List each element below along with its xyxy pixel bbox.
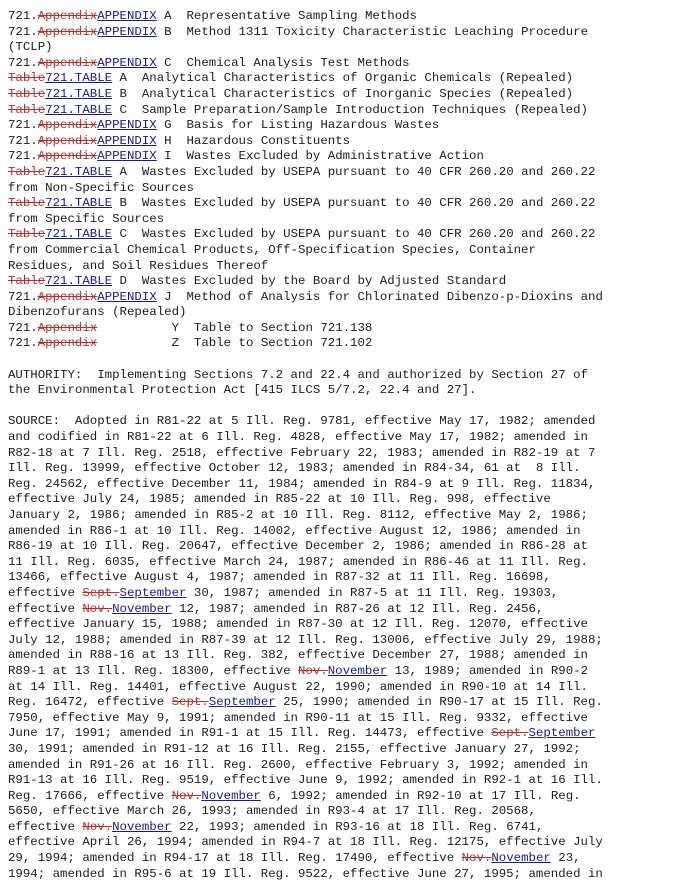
inserted-text: APPENDIX (97, 55, 157, 70)
deleted-text: Appendix (37, 24, 98, 39)
text-run: the Environmental Protection Act [415 ILCS 5/7.2, 22.4 and 27]. (8, 383, 477, 398)
source-line (8, 695, 680, 711)
inserted-text: APPENDIX (97, 133, 157, 148)
text-run: SOURCE: Adopted in R81-22 at 5 Ill. Reg. 9781, effective May 17, 1982; amended (8, 414, 596, 429)
source-line (8, 835, 680, 851)
inserted-text: September (208, 695, 276, 710)
inserted-text: 721.TABLE (45, 164, 113, 179)
inserted-text: 721.TABLE (45, 227, 113, 242)
deleted-text: Appendix (37, 289, 98, 304)
text-run: Reg. 17666, effective (8, 788, 172, 803)
source-line (8, 664, 680, 680)
toc-line (8, 274, 680, 290)
toc-line (8, 87, 680, 103)
deleted-text: Table (8, 227, 46, 242)
text-run: A Analytical Characteristics of Organic Chemicals (Repealed) (112, 71, 574, 86)
text-run: A Wastes Excluded by USEPA pursuant to 40 CFR 260.20 and 260.22 (112, 164, 596, 179)
text-run: July 12, 1988; amended in R87-39 at 12 Ill. Reg. 13006, effective July 29, 1988; (8, 632, 603, 647)
toc-line (8, 56, 680, 72)
toc-line (8, 290, 680, 306)
text-run: Residues, and Soil Residues Thereof (8, 258, 269, 273)
text-run: Y Table to Section 721.138 (97, 320, 373, 335)
deleted-text: Appendix (37, 9, 98, 23)
deleted-text: Appendix (37, 118, 98, 133)
inserted-text: 721.TABLE (45, 102, 113, 117)
text-run: and codified in R81-22 at 6 Ill. Reg. 4828, effective May 17, 1982; amended in (8, 430, 588, 445)
text-run: 721. (8, 336, 38, 351)
toc-line (8, 181, 680, 197)
text-run: Reg. 16472, effective (8, 695, 172, 710)
text-run: 721. (8, 118, 38, 133)
inserted-text: November (491, 851, 551, 866)
text-run: from Commercial Chemical Products, Off-Specification Species, Container (8, 242, 536, 257)
text-run: 30, 1991; amended in R91-12 at 16 Ill. Reg. 2155, effective January 27, 1992; (8, 741, 581, 756)
deleted-text: Appendix (37, 320, 98, 335)
source-line (8, 867, 680, 883)
text-run: 12, 1987; amended in R87-26 at 12 Ill. Reg. 2456, (171, 601, 544, 616)
text-run: C Sample Preparation/Sample Introduction Techniques (Repealed) (112, 102, 588, 117)
inserted-text: 721.TABLE (45, 196, 113, 211)
text-run: 1994; amended in R95-6 at 19 Ill. Reg. 9522, effective June 27, 1995; amended in (8, 866, 603, 881)
text-run: effective (8, 601, 83, 616)
deleted-text: Nov. (461, 851, 492, 866)
toc-line (8, 149, 680, 165)
source-line (8, 508, 680, 524)
inserted-text: APPENDIX (97, 289, 157, 304)
table-of-contents (8, 9, 680, 352)
source-line (8, 648, 680, 664)
source-line (8, 617, 680, 633)
text-run: 13, 1989; amended in R90-2 (387, 663, 589, 678)
source-line (8, 742, 680, 758)
text-run: amended in R91-26 at 16 Ill. Reg. 2600, effective February 3, 1992; amended in (8, 757, 588, 772)
text-run: effective April 26, 1994; amended in R94-7 at 18 Ill. Reg. 12175, effective July (8, 835, 603, 850)
text-run: R91-13 at 16 Ill. Reg. 9519, effective June 9, 1992; amended in R92-1 at 16 Ill. (8, 773, 603, 788)
text-run: R82-18 at 7 Ill. Reg. 2518, effective February 22, 1983; amended in R82-19 at 7 (8, 445, 596, 460)
deleted-text: Appendix (37, 336, 98, 351)
inserted-text: APPENDIX (97, 149, 157, 164)
deleted-text: Nov. (82, 601, 113, 616)
text-run: 29, 1994; amended in R94-17 at 18 Ill. Reg. 17490, effective (8, 851, 462, 866)
authority-line (8, 383, 680, 399)
text-run: June 17, 1991; amended in R91-1 at 15 Ill. Reg. 14473, effective (8, 726, 492, 741)
source-note (8, 414, 680, 882)
text-run: at 14 Ill. Reg. 14401, effective August 22, 1990; amended in R90-10 at 14 Ill. (8, 679, 588, 694)
text-run: 721. (8, 320, 38, 335)
source-line (8, 555, 680, 571)
text-run: (TCLP) (8, 40, 53, 55)
toc-line (8, 9, 680, 25)
text-run: A Representative Sampling Methods (156, 9, 417, 23)
authority-note (8, 368, 680, 399)
text-run: R89-1 at 13 Ill. Reg. 18300, effective (8, 663, 298, 678)
inserted-text: APPENDIX (97, 24, 157, 39)
text-run: from Non-Specific Sources (8, 180, 194, 195)
deleted-text: Table (8, 102, 46, 117)
text-run: B Method 1311 Toxicity Characteristic Leaching Procedure (156, 24, 589, 39)
text-run: 721. (8, 24, 38, 39)
deleted-text: Table (8, 274, 46, 289)
deleted-text: Appendix (37, 55, 98, 70)
deleted-text: Appendix (37, 133, 98, 148)
deleted-text: Sept. (171, 695, 209, 710)
text-run: 7950, effective May 9, 1991; amended in R90-11 at 15 Ill. Reg. 9332, effective (8, 710, 588, 725)
deleted-text: Appendix (37, 149, 98, 164)
text-run: D Wastes Excluded by the Board by Adjusted Standard (112, 274, 507, 289)
source-line (8, 461, 680, 477)
text-run: 721. (8, 133, 38, 148)
toc-line (8, 259, 680, 275)
source-line (8, 602, 680, 618)
deleted-text: Nov. (298, 663, 328, 678)
source-line (8, 492, 680, 508)
toc-line (8, 305, 680, 321)
text-run: 22, 1993; amended in R93-16 at 18 Ill. Reg. 6741, (171, 819, 544, 834)
toc-line (8, 25, 680, 41)
text-run: J Method of Analysis for Chlorinated Dibenzo-p-Dioxins and (156, 289, 603, 304)
toc-line (8, 336, 680, 352)
text-run: AUTHORITY: Implementing Sections 7.2 and 22.4 and authorized by Section 27 of (8, 367, 588, 382)
deleted-text: Table (8, 86, 46, 101)
inserted-text: September (119, 585, 187, 600)
toc-line (8, 40, 680, 56)
text-run: 721. (8, 9, 38, 23)
deleted-text: Nov. (171, 788, 202, 803)
source-line (8, 539, 680, 555)
text-run: effective July 24, 1985; amended in R85-22 at 10 Ill. Reg. 998, effective (8, 492, 551, 507)
toc-line (8, 71, 680, 87)
text-run: 721. (8, 149, 38, 164)
source-line (8, 430, 680, 446)
text-run: H Hazardous Constituents (156, 133, 351, 148)
deleted-text: Table (8, 196, 46, 211)
source-line (8, 477, 680, 493)
source-line (8, 680, 680, 696)
toc-line (8, 196, 680, 212)
deleted-text: Table (8, 71, 46, 86)
source-line (8, 524, 680, 540)
text-run: G Basis for Listing Hazardous Wastes (156, 118, 440, 133)
inserted-text: November (112, 601, 172, 616)
text-run: 5650, effective March 26, 1993; amended in R93-4 at 17 Ill. Reg. 20568, (8, 804, 536, 819)
inserted-text: November (201, 788, 261, 803)
text-run: 11 Ill. Reg. 6035, effective March 24, 1987; amended in R86-46 at 11 Ill. Reg. (8, 554, 588, 569)
source-line (8, 586, 680, 602)
inserted-text: November (112, 819, 172, 834)
text-run: from Specific Sources (8, 211, 165, 226)
text-run: 23, (550, 851, 581, 866)
source-line (8, 758, 680, 774)
text-run: Z Table to Section 721.102 (97, 336, 373, 351)
text-run: 30, 1987; amended in R87-5 at 11 Ill. Reg. 19303, (186, 585, 559, 600)
text-run: 25, 1990; amended in R90-17 at 15 Ill. Reg. (275, 695, 603, 710)
toc-line (8, 165, 680, 181)
deleted-text: Sept. (491, 726, 529, 741)
text-run: 721. (8, 55, 38, 70)
inserted-text: 721.TABLE (45, 86, 113, 101)
text-run: effective January 15, 1988; amended in R87-30 at 12 Ill. Reg. 12070, effective (8, 617, 588, 632)
source-line (8, 570, 680, 586)
text-run: 6, 1992; amended in R92-10 at 17 Ill. Reg. (260, 788, 581, 803)
text-run: effective (8, 585, 83, 600)
toc-line (8, 118, 680, 134)
text-run: January 2, 1986; amended in R85-2 at 10 Ill. Reg. 8112, effective May 2, 1986; (8, 508, 588, 522)
text-run: Reg. 24562, effective December 11, 1984; amended in R84-9 at 9 Ill. Reg. 11834, (8, 476, 596, 491)
inserted-text: APPENDIX (97, 9, 157, 23)
text-run: amended in R86-1 at 10 Ill. Reg. 14002, effective August 12, 1986; amended in (8, 523, 581, 538)
source-line (8, 820, 680, 836)
text-run: effective (8, 819, 83, 834)
text-run: C Wastes Excluded by USEPA pursuant to 40 CFR 260.20 and 260.22 (112, 227, 596, 242)
authority-line (8, 368, 680, 384)
text-run: R86-19 at 10 Ill. Reg. 20647, effective December 2, 1986; amended in R86-28 at (8, 539, 588, 554)
deleted-text: Nov. (82, 819, 113, 834)
inserted-text: November (327, 663, 388, 678)
text-run: Ill. Reg. 13999, effective October 12, 1983; amended in R84-34, 61 at 8 Ill. (8, 461, 581, 476)
deleted-text: Table (8, 164, 46, 179)
text-run: Dibenzofurans (Repealed) (8, 305, 187, 320)
toc-line (8, 227, 680, 243)
text-run: 721. (8, 289, 38, 304)
source-line (8, 446, 680, 462)
deleted-text: Sept. (82, 585, 120, 600)
toc-line (8, 321, 680, 337)
text-run: 13466, effective August 4, 1987; amended in R87-32 at 11 Ill. Reg. 16698, (8, 570, 551, 585)
paragraph-gap (8, 399, 680, 415)
inserted-text: September (528, 726, 596, 741)
toc-line (8, 243, 680, 259)
text-run: B Analytical Characteristics of Inorganic Species (Repealed) (112, 86, 574, 101)
source-line (8, 789, 680, 805)
text-run: I Wastes Excluded by Administrative Action (156, 149, 484, 164)
inserted-text: 721.TABLE (45, 71, 113, 86)
inserted-text: APPENDIX (97, 118, 157, 133)
source-line (8, 851, 680, 867)
toc-line (8, 134, 680, 150)
toc-line (8, 212, 680, 228)
toc-line (8, 103, 680, 119)
text-run: C Chemical Analysis Test Methods (156, 55, 410, 70)
source-line (8, 773, 680, 789)
source-line (8, 726, 680, 742)
source-line (8, 711, 680, 727)
source-line (8, 804, 680, 820)
paragraph-gap (8, 352, 680, 368)
source-line (8, 414, 680, 430)
text-run: amended in R88-16 at 13 Ill. Reg. 382, effective December 27, 1988; amended in (8, 648, 588, 663)
text-run: B Wastes Excluded by USEPA pursuant to 40 CFR 260.20 and 260.22 (112, 196, 596, 211)
source-line (8, 633, 680, 649)
inserted-text: 721.TABLE (45, 274, 113, 289)
